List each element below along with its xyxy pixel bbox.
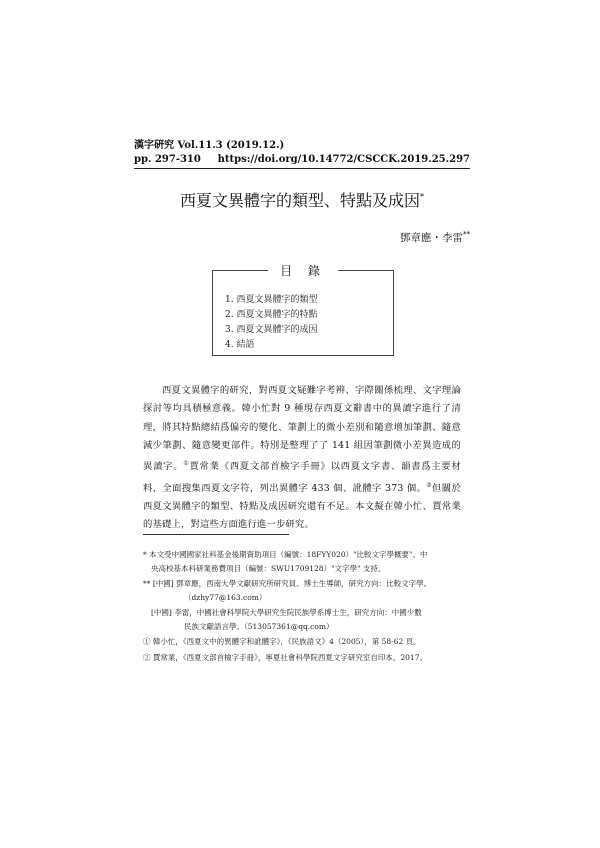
body-text-part3: 但關於西夏文異體字的類型、特點及成因研究還有不足。本文擬在韓小忙、賈常業的基礎上，對這些方面進行進一步研究。 [143,482,461,531]
footnote-divider [143,534,289,535]
footnote-line: 央高校基本科研業務費項目（編號：SWU1709128）"文字學" 支持。 [151,563,386,573]
footnote-line: [中國] 李雷，中國社會科學院大學研究生院民族學系博士生，研究方向：中國少數 [151,608,422,617]
footnote-author-2 [143,606,463,633]
footnote-funding [143,548,463,575]
author-footnote-mark[interactable]: ** [463,230,470,239]
title-text: 西夏文異體字的類型、特點及成因 [179,191,420,210]
body-paragraph [143,382,461,535]
author-line [400,230,470,245]
author-email: 民族文獻語言學。（513057361@qq.com） [184,621,334,631]
footnote-author-1 [143,577,463,604]
footnote-line: * 本文受中國國家社科基金後期資助項目（編號：18FYY020）"比較文字學概要"、中 [143,550,428,559]
author-email: （dzhy77@163.com） [184,592,267,602]
footnote-line: ** [中國] 鄧章應，西南大學文獻研究所研究員、博士生導師，研究方向：比較文字學。 [143,579,432,588]
toc-item[interactable]: 2. 西夏文異體字的特點 [225,310,318,320]
footnote-1: ① 韓小忙，《西夏文中的異體字和訛體字》，《民族語文》4（2005），第 58-62 頁。 [143,637,421,646]
running-header [134,139,470,167]
body-text-part2: 賈常業《西夏文部首檢字手冊》以西夏文字書、韻書爲主要材料，全面搜集西夏文字符，列出異體字 433 個、訛體字 373 個。 [143,461,461,494]
journal-name: 漢字硏究 Vol.11.3 (2019.12.) [134,140,285,151]
toc-heading: 目 錄 [268,262,338,279]
paper-title [134,188,470,211]
body-text-part1: 西夏文異體字的研究，對西夏文疑難字考辨、字際關係梳理、文字理論探討等均具積極意義。韓小忙對 9 種現存西夏文辭書中的異讀字進行了清理，將其特點總結爲偏旁的變化、筆劃上的微小差別和隨意增加筆劃、隨意減少筆劃、隨意變更部件。特別是整理了了 141 組因筆劃微小差異造成的異讀字。 [143,385,461,473]
toc-item[interactable]: 3. 西夏文異體字的成因 [225,325,318,335]
doi-link[interactable]: https://doi.org/10.14772/CSCCK.2019.25.297 [217,154,470,165]
toc-item[interactable]: 4. 結語 [225,340,255,350]
author-names: 鄧章應・李雷 [400,232,463,244]
footnote-ref-2[interactable]: ② [426,481,433,489]
page-range: pp. 297-310 [134,154,201,165]
footnote-ref-1[interactable]: ① [183,460,190,468]
toc-item[interactable]: 1. 西夏文異體字的類型 [225,295,318,305]
title-footnote-mark[interactable]: * [420,192,424,202]
table-of-contents [212,264,394,356]
toc-list [225,293,317,353]
header-line-2 [134,153,470,167]
footnote-2: ② 賈常業，《西夏文部首檢字手冊》，寧夏社會科學院西夏文字研究室自印本，2017。 [143,652,427,662]
footnotes [143,548,463,666]
header-divider [134,168,470,169]
